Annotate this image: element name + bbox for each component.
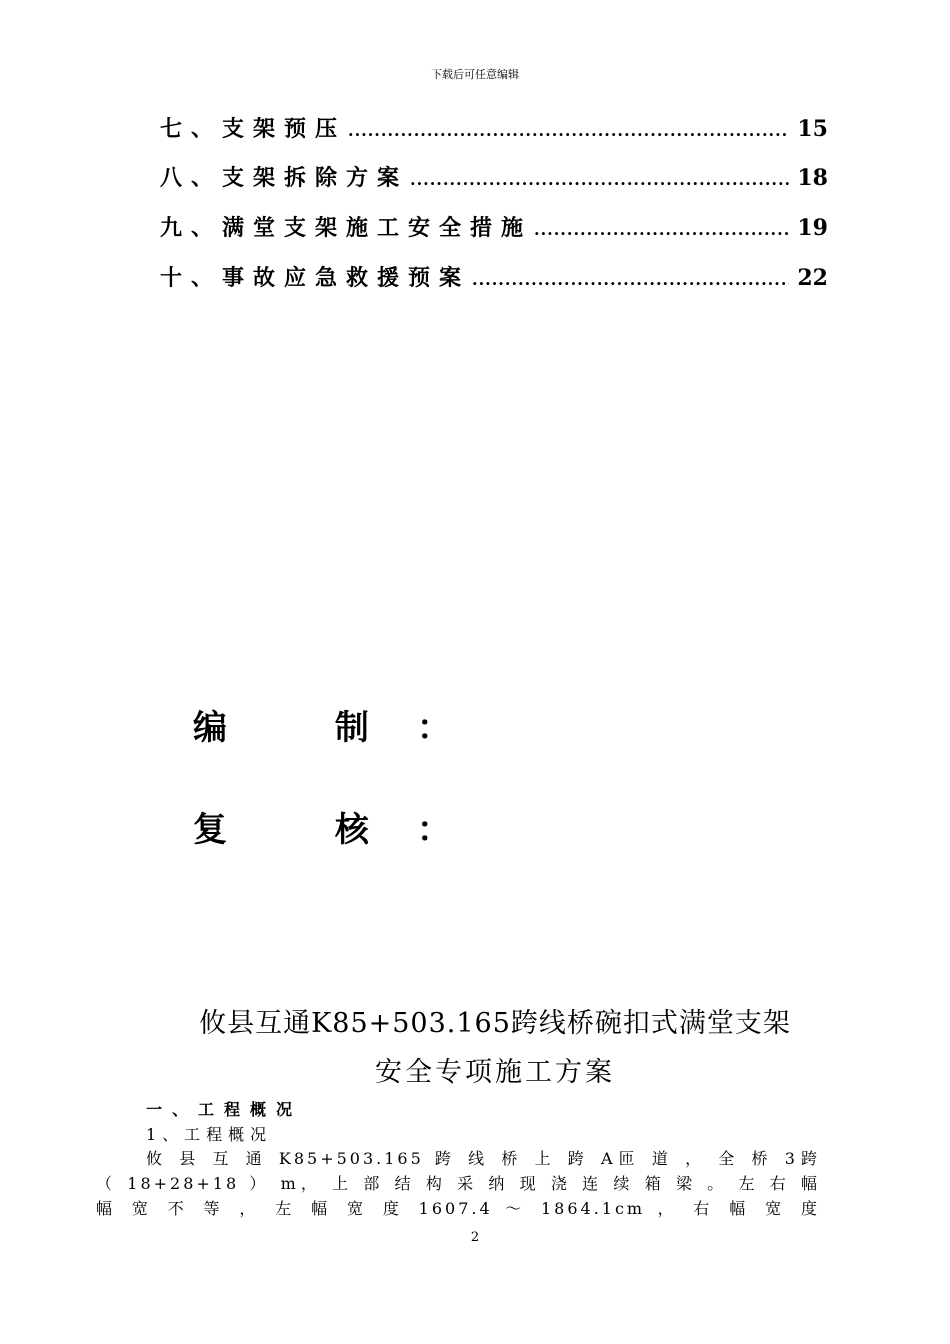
toc-leader-dots [348, 121, 789, 140]
page-number: 2 [470, 1230, 480, 1245]
subsection-heading: 1、工程概况 [146, 1125, 273, 1144]
toc-leader-dots [472, 270, 789, 289]
toc-entry[interactable] [160, 161, 828, 192]
toc-entry-page: 18 [797, 165, 828, 191]
toc-entry-label: 九、满堂支架施工安全措施 [160, 215, 533, 241]
compiled-by-label: 编 制： [193, 708, 499, 748]
toc-entry[interactable] [160, 261, 828, 292]
toc-leader-dots [410, 170, 789, 189]
toc-entry[interactable] [160, 112, 828, 143]
body-line: （ 18+28+18 ） m， 上 部 结 构 采 纳 现 浇 连 续 箱 梁 。 左 右 幅 [96, 1174, 820, 1193]
document-subtitle: 安全专项施工方案 [375, 1057, 615, 1088]
section-heading: 一、工程概况 [146, 1100, 303, 1119]
toc-entry-label: 十、事故应急救援预案 [160, 265, 471, 291]
toc-entry[interactable] [160, 211, 828, 242]
toc-entry-label: 七、支架预压 [160, 116, 347, 142]
toc-entry-page: 22 [797, 265, 828, 291]
page-header-note: 下载后可任意编辑 [431, 68, 519, 81]
toc-entry-label: 八、支架拆除方案 [160, 165, 409, 191]
toc-leader-dots [534, 220, 789, 239]
toc-entry-page: 19 [797, 215, 828, 241]
body-line: 攸 县 互 通 K85+503.165 跨 线 桥 上 跨 A匝 道 ， 全 桥 3跨 [146, 1149, 820, 1168]
document-title: 攸县互通K85+503.165跨线桥碗扣式满堂支架 [199, 1008, 791, 1039]
toc-entry-page: 15 [797, 116, 828, 142]
body-line: 幅 宽 不 等 ， 左 幅 宽 度 1607.4 ～ 1864.1cm ， 右 幅 宽 度 [96, 1199, 820, 1218]
reviewed-by-label: 复 核： [193, 810, 499, 850]
